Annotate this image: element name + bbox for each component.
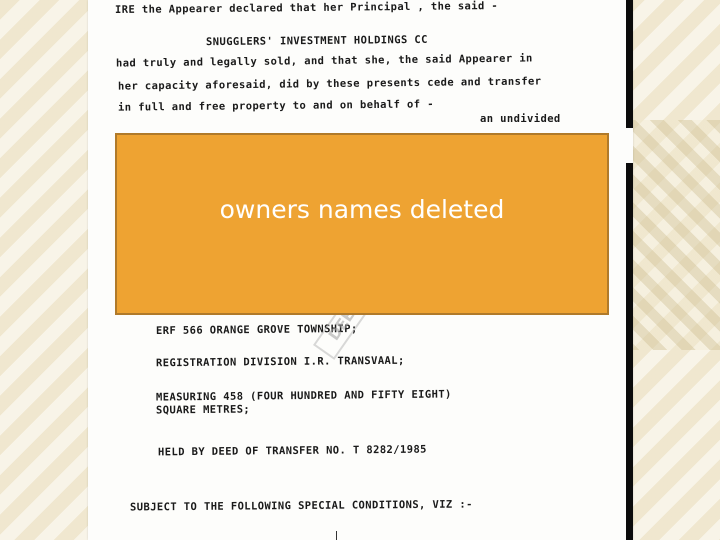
deed-line-held-by: HELD BY DEED OF TRANSFER NO. T 8282/1985 [157, 443, 427, 459]
page-mark [336, 531, 337, 540]
slide-background-band [625, 120, 720, 350]
deed-line-conditions: SUBJECT TO THE FOLLOWING SPECIAL CONDITIONS, VIZ :- [129, 498, 473, 514]
scan-border [626, 0, 633, 540]
deed-line-square-metres: SQUARE METRES; [155, 403, 251, 417]
deed-line-erf: ERF 566 ORANGE GROVE TOWNSHIP; [155, 322, 358, 338]
deed-line-measuring: MEASURING 458 (FOUR HUNDRED AND FIFTY EIGHT) [155, 388, 452, 404]
redaction-box [115, 133, 609, 315]
deed-line-registration: REGISTRATION DIVISION I.R. TRANSVAAL; [155, 354, 405, 370]
redaction-label: owners names deleted [219, 195, 505, 224]
deed-line-3: had truly and legally sold, and that she, the said Appearer in [115, 52, 533, 70]
deed-line-5: in full and free property to and on behalf of - [117, 98, 434, 114]
deed-line-1: IRE the Appearer declared that her Principal , the said - [114, 0, 499, 17]
deed-line-4: her capacity aforesaid, did by these presents cede and transfer [117, 75, 542, 93]
deed-line-company: SNUGGLERS' INVESTMENT HOLDINGS CC [205, 33, 428, 49]
scan-border-gap [626, 128, 633, 163]
deed-line-undivided: an undivided [480, 113, 561, 125]
